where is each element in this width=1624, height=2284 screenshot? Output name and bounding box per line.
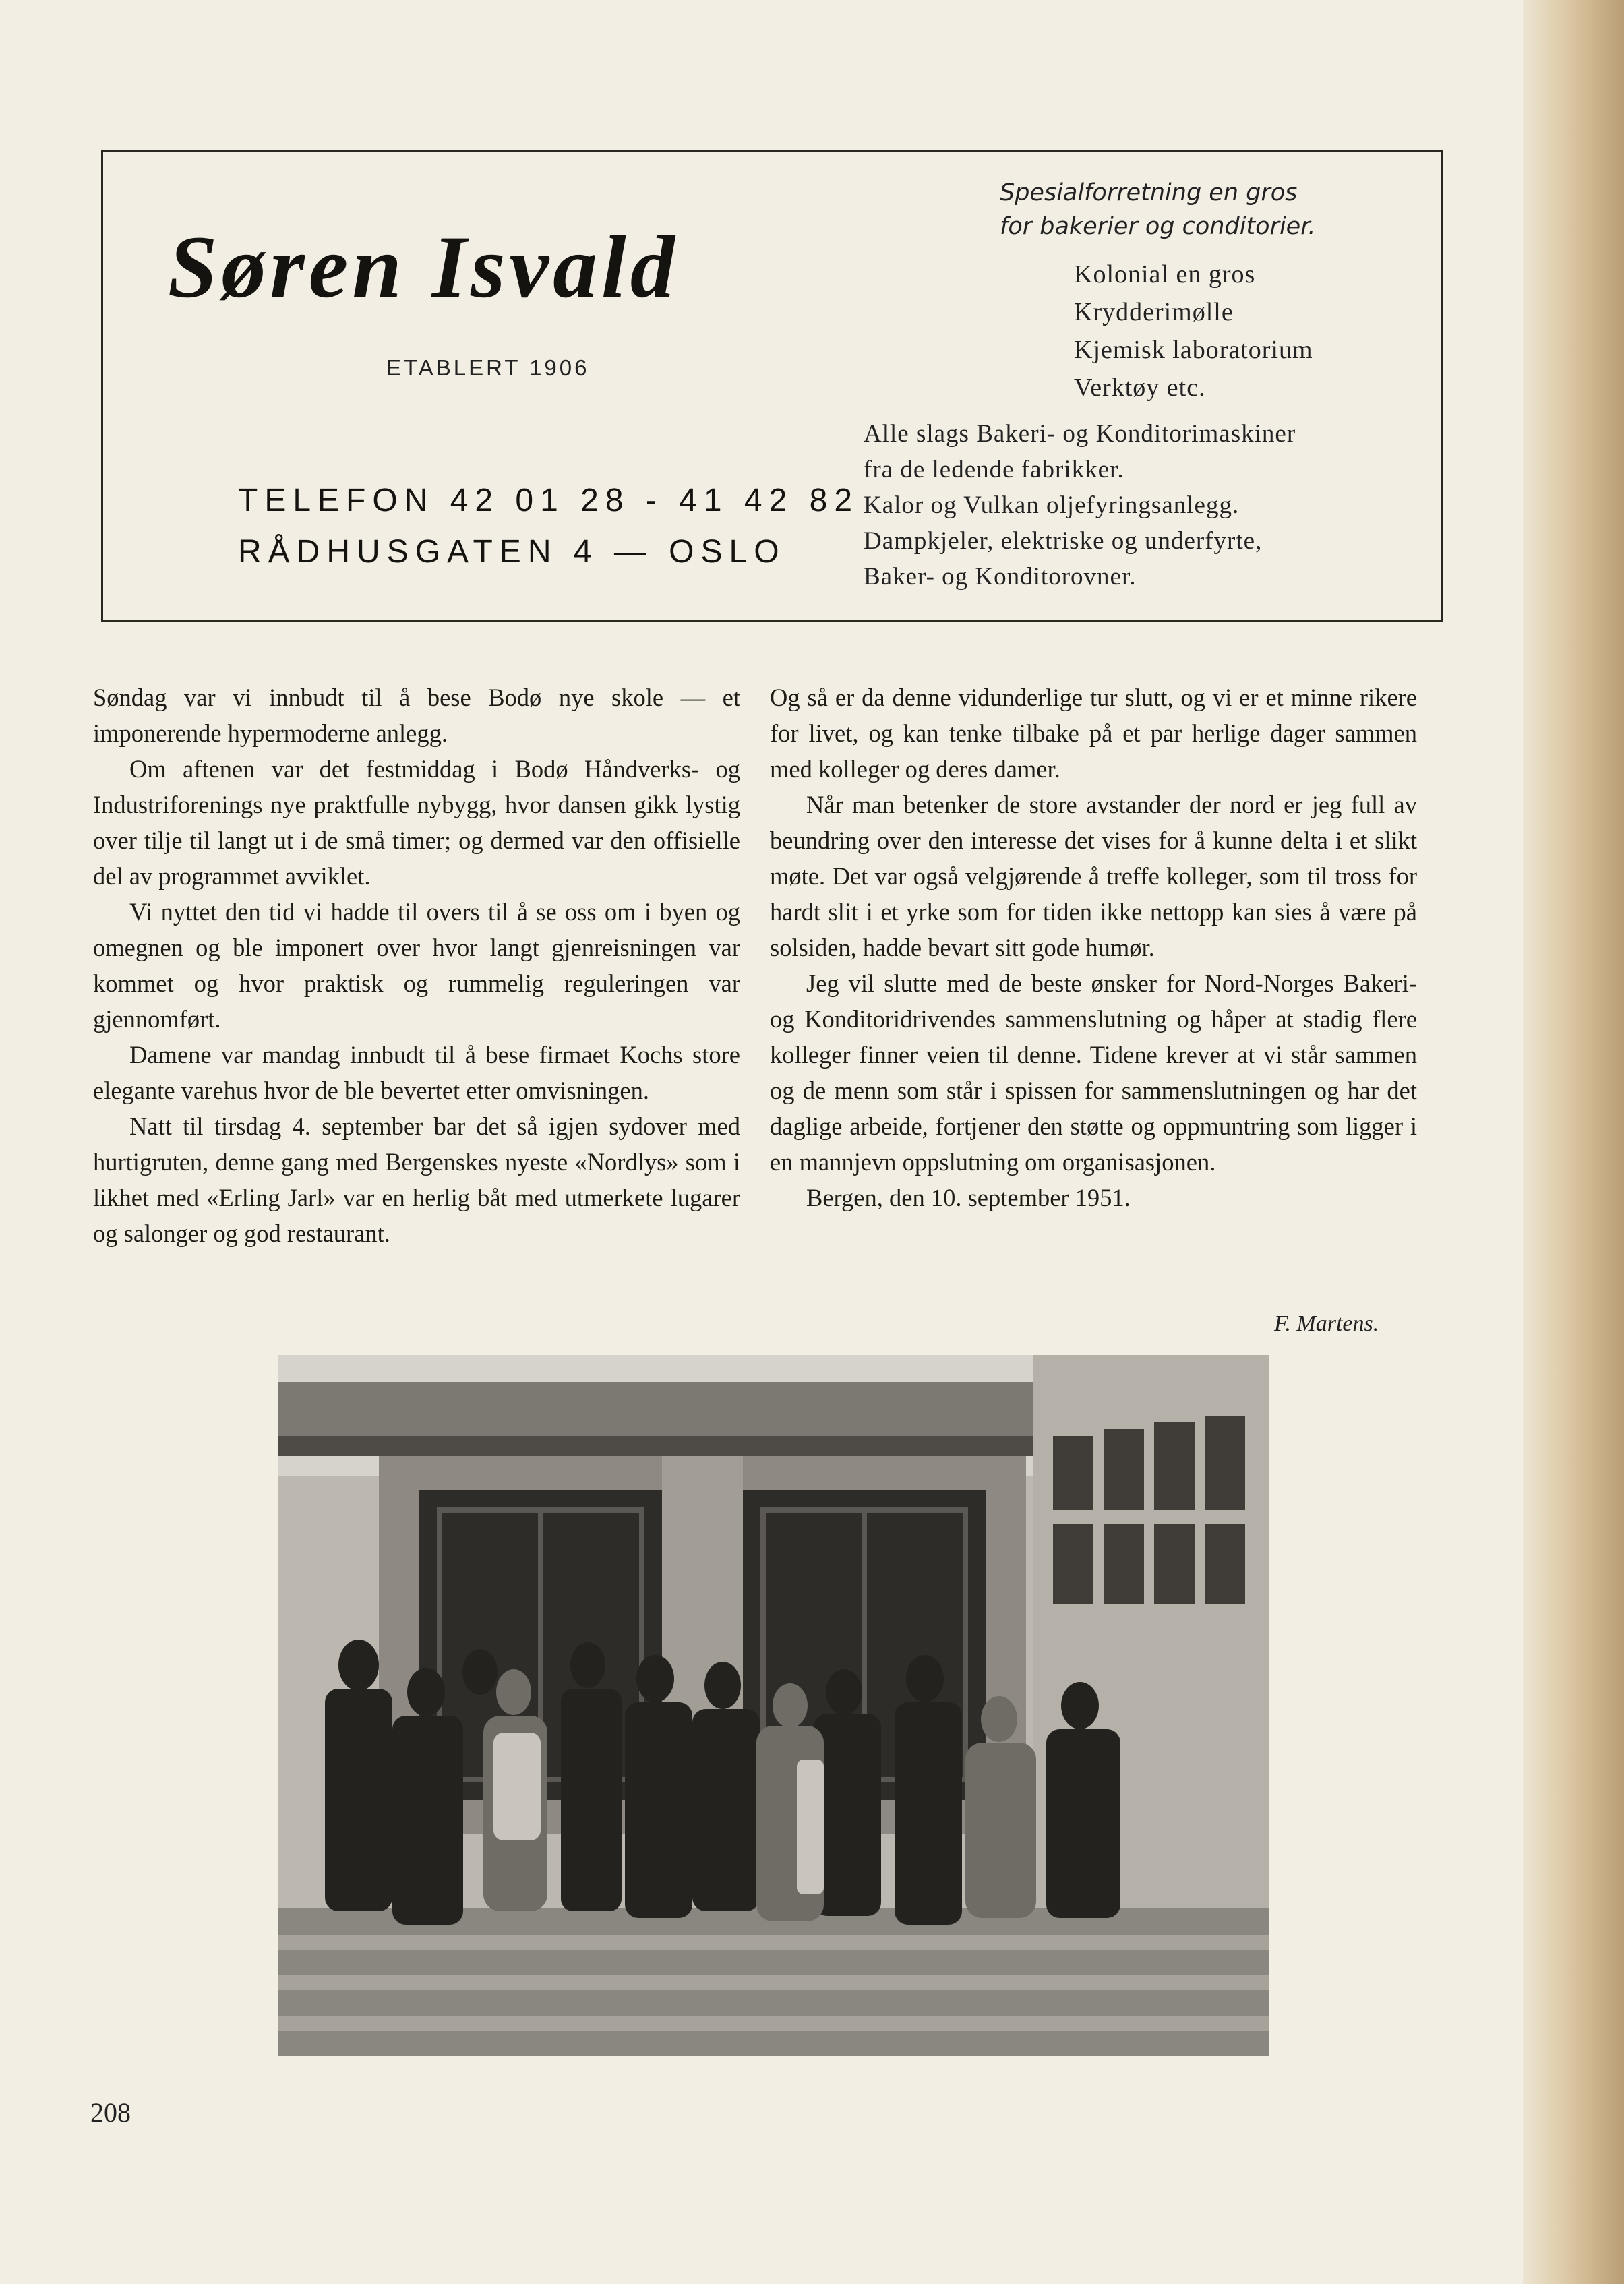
specialty-heading: [1000, 176, 1316, 243]
description-line: Kalor og Vulkan oljefyringsanlegg.: [864, 491, 1240, 519]
product-line: Kolonial en gros: [1074, 260, 1256, 289]
page-number: 208: [90, 2097, 131, 2128]
article-left-column: [93, 680, 740, 1251]
description-line: Alle slags Bakeri- og Konditorimaskiner: [864, 420, 1296, 448]
paragraph: Og så er da denne vidunderlige tur slutt, og vi er et minne rikere for livet, og kan tenke tilbake på et par herlige dager sammen med kolleger og deres damer.: [770, 684, 1417, 783]
author-signature: F. Martens.: [1274, 1311, 1379, 1336]
paragraph: Søndag var vi innbudt til å bese Bodø nye skole — et imponerende hypermoderne anlegg.: [93, 684, 740, 747]
paragraph: Om aftenen var det festmiddag i Bodø Håndverks- og Industriforenings nye praktfulle nybygg, hvor dansen gikk lystig over tilje til langt ut i de små timer; og dermed var den offisielle del av programmet avviklet.: [93, 755, 740, 890]
description-line: Dampkjeler, elektriske og underfyrte,: [864, 527, 1263, 555]
group-photo: [278, 1355, 1269, 2056]
paragraph: Vi nyttet den tid vi hadde til overs til å se oss om i byen og omegnen og ble imponert over hvor langt gjenreisningen var kommet og hvor praktisk og rummelig reguleringen var gjennomført.: [93, 898, 740, 1033]
telephone-line: TELEFON 42 01 28 - 41 42 82: [238, 483, 860, 518]
specialty-line: for bakerier og conditorier.: [1000, 213, 1316, 240]
product-list: [1074, 256, 1313, 407]
brand-logo: Søren Isvald: [168, 217, 679, 316]
paragraph: Natt til tirsdag 4. september bar det så igjen sydover med hurtigruten, denne gang med Bergenskes nyeste «Nordlys» som i likhet med «Erling Jarl» var en herlig båt med utmerkete lugarer og salonger og god restaurant.: [93, 1112, 740, 1247]
product-line: Verktøy etc.: [1074, 373, 1206, 402]
description-line: Baker- og Konditorovner.: [864, 563, 1137, 591]
product-line: Kjemisk laboratorium: [1074, 336, 1313, 364]
paragraph: Damene var mandag innbudt til å bese firmaet Kochs store elegante varehus hvor de ble bevertet etter omvisningen.: [93, 1041, 740, 1104]
specialty-line: Spesialforretning en gros: [1000, 179, 1298, 206]
address-line: RÅDHUSGATEN 4 — OSLO: [238, 534, 786, 570]
machinery-description: [864, 416, 1296, 595]
advertisement-box: [101, 150, 1443, 622]
established-text: ETABLERT 1906: [386, 355, 590, 380]
paragraph: Når man betenker de store avstander der nord er jeg full av beundring over den interesse det vises for å kunne delta i et slikt møte. Det var også velgjørende å treffe kolleger, som til tross for hardt slit i et yrke som for tiden ikke nettopp kan sies å være på solsiden, hadde bevart sitt gode humør.: [770, 791, 1417, 961]
paragraph: Bergen, den 10. september 1951.: [806, 1184, 1131, 1211]
product-line: Krydderimølle: [1074, 298, 1234, 326]
book-binding-edge: [1523, 0, 1624, 2284]
paragraph: Jeg vil slutte med de beste ønsker for Nord-Norges Bakeri- og Konditoridrivendes sammenslutning og håper at stadig flere kolleger finner veien til denne. Tidene krever at vi står sammen og de menn som står i spissen for sammenslutningen og har det daglige arbeide, fortjener den støtte og oppmuntring som ligger i en mannjevn oppslutning om organisasjonen.: [770, 969, 1417, 1176]
article-right-column: [770, 680, 1417, 1215]
description-line: fra de ledende fabrikker.: [864, 456, 1124, 483]
